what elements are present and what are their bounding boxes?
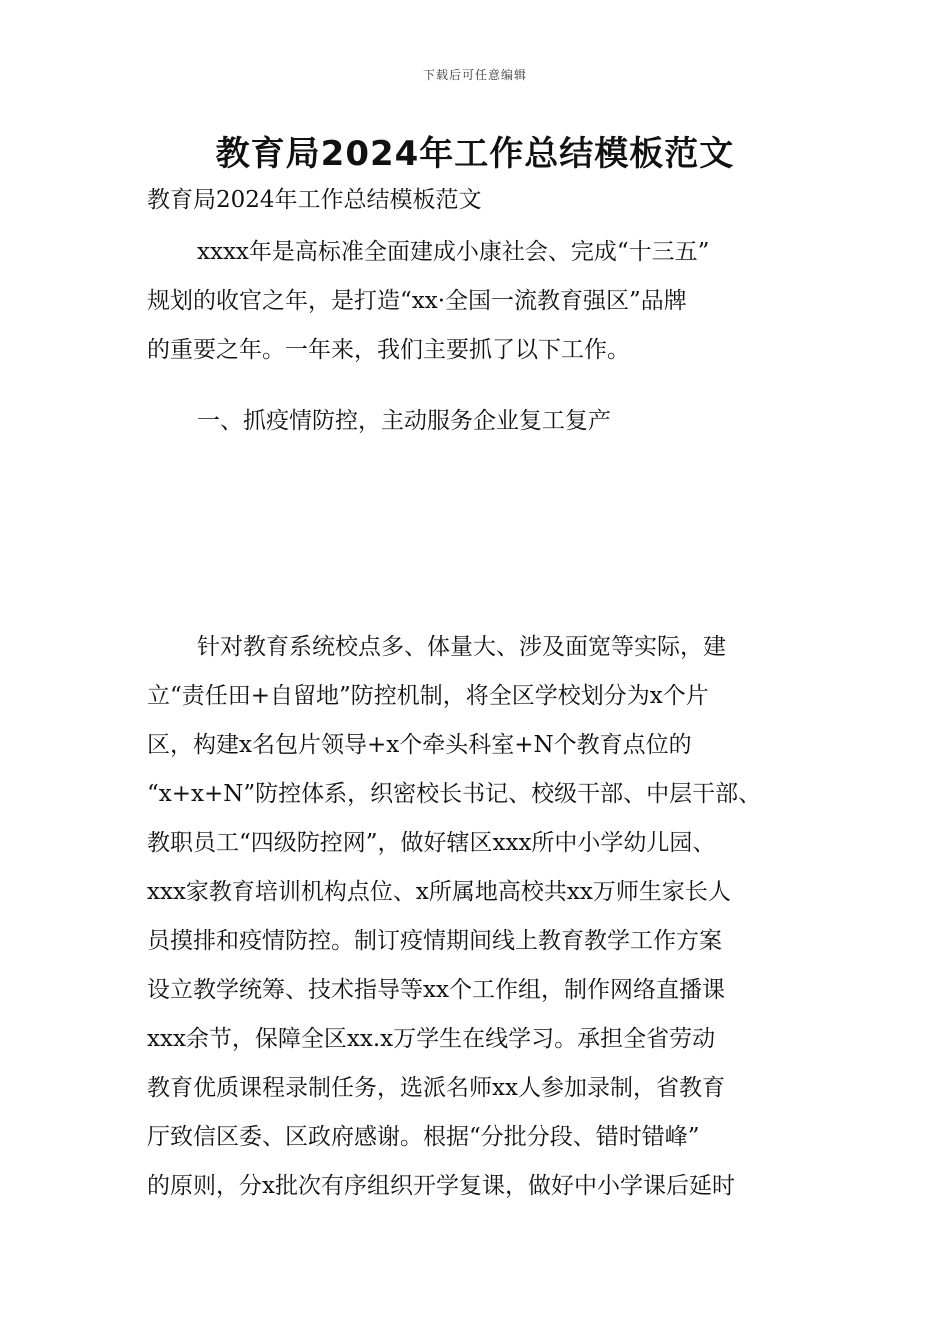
- paragraph-line: 员摸排和疫情防控。制订疫情期间线上教育教学工作方案: [147, 928, 722, 954]
- document-subtitle: 教育局2024年工作总结模板范文: [147, 187, 482, 213]
- paragraph-line: 厅致信区委、区政府感谢。根据“分批分段、错时错峰”: [147, 1124, 700, 1150]
- document-title: 教育局2024年工作总结模板范文: [215, 134, 735, 174]
- intro-paragraph: [147, 228, 817, 375]
- paragraph-line: 针对教育系统校点多、体量大、涉及面宽等实际，建: [197, 634, 726, 660]
- section-heading: 一、抓疫情防控，主动服务企业复工复产: [197, 408, 611, 434]
- paragraph-line: “x+x+N”防控体系，织密校长书记、校级干部、中层干部、: [147, 781, 762, 807]
- paragraph-line: xxx余节，保障全区xx.x万学生在线学习。承担全省劳动: [147, 1026, 716, 1052]
- paragraph-line: xxx家教育培训机构点位、x所属地高校共xx万师生家长人: [147, 879, 731, 905]
- paragraph-line: 的重要之年。一年来，我们主要抓了以下工作。: [147, 337, 630, 363]
- paragraph-line: 规划的收官之年，是打造“xx·全国一流教育强区”品牌: [147, 288, 687, 314]
- paragraph-line: 教育优质课程录制任务，选派名师xx人参加录制，省教育: [147, 1075, 725, 1101]
- paragraph-line: 设立教学统筹、技术指导等xx个工作组，制作网络直播课: [147, 977, 725, 1003]
- paragraph-line: xxxx年是高标准全面建成小康社会、完成“十三五”: [197, 239, 710, 265]
- paragraph-line: 区，构建x名包片领导+x个牵头科室+N个教育点位的: [147, 732, 692, 758]
- paragraph-line: 立“责任田+自留地”防控机制，将全区学校划分为x个片: [147, 683, 709, 709]
- paragraph-line: 教职员工“四级防控网”，做好辖区xxx所中小学幼儿园、: [147, 830, 716, 856]
- body-paragraph: [147, 623, 817, 1211]
- header-note: 下载后可任意编辑: [422, 68, 527, 82]
- paragraph-line: 的原则，分x批次有序组织开学复课，做好中小学课后延时: [147, 1173, 735, 1199]
